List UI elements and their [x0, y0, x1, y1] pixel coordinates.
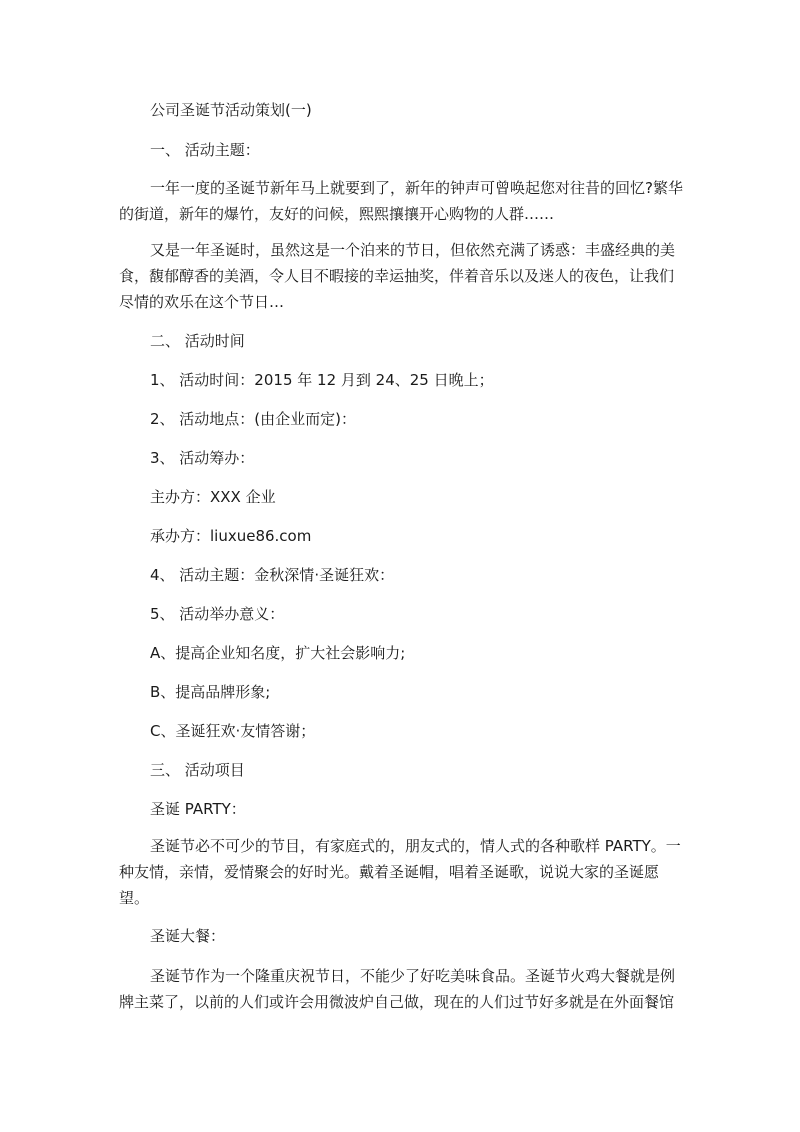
paragraph-party-line: 圣诞节必不可少的节目，有家庭式的，朋友式的，情人式的各种歌样 PARTY。一	[150, 837, 681, 855]
paragraph-party-line: 种友情，亲情，爱情聚会的好时光。戴着圣诞帽，唱着圣诞歌，说说大家的圣诞愿	[119, 863, 660, 881]
paragraph-intro-line: 的街道，新年的爆竹，友好的问候，熙熙攘攘开心购物的人群……	[119, 205, 555, 223]
paragraph-dinner-line: 牌主菜了，以前的人们或许会用微波炉自己做，现在的人们过节好多就是在外面餐馆	[119, 993, 675, 1011]
subheading-party: 圣诞 PARTY：	[150, 800, 246, 818]
paragraph-festival-line: 尽情的欢乐在这个节日…	[119, 293, 285, 311]
paragraph-dinner-line: 圣诞节作为一个隆重庆祝节日，不能少了好吃美味食品。圣诞节火鸡大餐就是例	[150, 967, 676, 985]
list-item-location: 2、 活动地点：(由企业而定)：	[150, 410, 357, 428]
significance-b: B、提高品牌形象;	[150, 683, 271, 701]
paragraph-festival-line: 又是一年圣诞时，虽然这是一个泊来的节日，但依然充满了诱惑：丰盛经典的美	[150, 241, 676, 259]
section-heading-theme: 一、 活动主题：	[150, 141, 260, 159]
coorganizer-line: 承办方：liuxue86.com	[150, 527, 312, 545]
list-item-organizing: 3、 活动筹办：	[150, 449, 255, 467]
section-heading-time: 二、 活动时间	[150, 332, 245, 350]
section-heading-program: 三、 活动项目	[150, 761, 245, 779]
list-item-significance: 5、 活动举办意义：	[150, 605, 285, 623]
subheading-dinner: 圣诞大餐：	[150, 927, 226, 945]
organizer-line: 主办方：XXX 企业	[150, 488, 276, 506]
document-title: 公司圣诞节活动策划(一)	[150, 101, 312, 119]
paragraph-intro-line: 一年一度的圣诞节新年马上就要到了，新年的钟声可曾唤起您对往昔的回忆?繁华	[150, 179, 683, 197]
list-item-theme: 4、 活动主题：金秋深情·圣诞狂欢：	[150, 566, 395, 584]
significance-c: C、圣诞狂欢·友情答谢；	[150, 722, 316, 740]
significance-a: A、提高企业知名度，扩大社会影响力;	[150, 644, 406, 662]
list-item-time: 1、 活动时间：2015 年 12 月到 24、25 日晚上；	[150, 371, 494, 389]
paragraph-party-line: 望。	[119, 889, 150, 907]
paragraph-festival-line: 食，馥郁醇香的美酒，令人目不暇接的幸运抽奖，伴着音乐以及迷人的夜色，让我们	[119, 267, 675, 285]
